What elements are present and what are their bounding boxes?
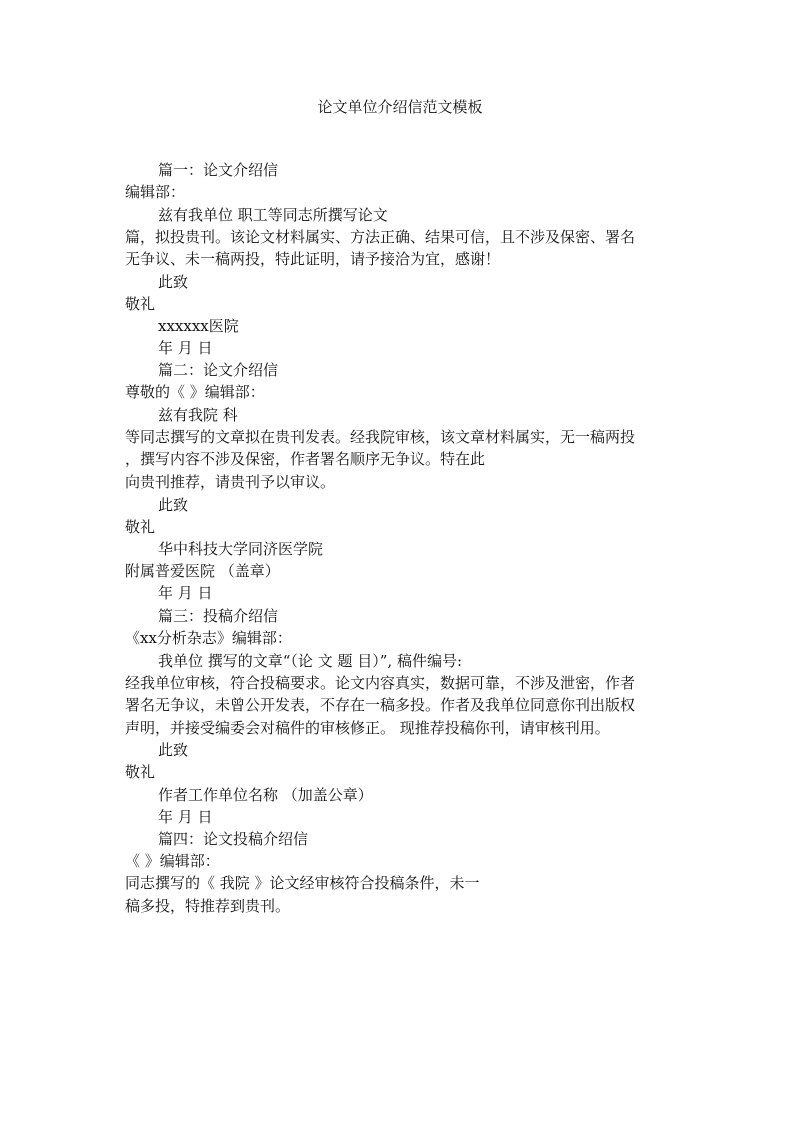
letter-2-sender: 附属普爱医院 （盖章） [125, 562, 280, 580]
letter-4-salutation: 《 》编辑部： [125, 852, 220, 870]
letter-2-body-line: 等同志撰写的文章拟在贵刊发表。经我院审核，该文章材料属实，无一稿两投 [125, 428, 636, 446]
letter-1-date: 年 月 日 [158, 339, 213, 357]
letter-4-body-line: 稿多投，特推荐到贵刊。 [125, 897, 291, 915]
letter-1-body-line: 无争议、未一稿两投，特此证明，请予接洽为宜，感谢！ [125, 250, 501, 268]
document-title: 论文单位介绍信范文模板 [317, 98, 483, 116]
section-4-heading: 篇四：论文投稿介绍信 [158, 830, 309, 848]
letter-3-body-line: 经我单位审核，符合投稿要求。论文内容真实，数据可靠，不涉及泄密，作者 [125, 674, 636, 692]
letter-2-closing: 敬礼 [125, 518, 156, 536]
letter-1-closing: 敬礼 [125, 295, 156, 313]
letter-3-date: 年 月 日 [158, 808, 213, 826]
letter-2-body-line: 兹有我院 科 [158, 406, 238, 424]
letter-2-salutation: 尊敬的《 》编辑部： [125, 383, 265, 401]
letter-4-body-line: 同志撰写的《 我院 》论文经审核符合投稿条件，未一 [125, 874, 480, 892]
letter-3-closing: 此致 [158, 741, 189, 759]
letter-3-closing: 敬礼 [125, 763, 156, 781]
section-3-heading: 篇三：投稿介绍信 [158, 607, 279, 625]
letter-1-closing: 此致 [158, 273, 189, 291]
letter-2-body-line: ，撰写内容不涉及保密，作者署名顺序无争议。特在此 [125, 450, 486, 468]
letter-2-sender: 华中科技大学同济医学院 [158, 540, 324, 558]
letter-2-body-line: 向贵刊推荐，请贵刊予以审议。 [125, 473, 336, 491]
letter-1-sender: xxxxxx医院 [158, 317, 239, 335]
section-2-heading: 篇二：论文介绍信 [158, 361, 279, 379]
letter-3-body-line: 声明，并接受编委会对稿件的审核修正。 现推荐投稿你刊，请审核刊用。 [125, 719, 610, 737]
letter-1-salutation: 编辑部： [125, 183, 186, 201]
letter-1-body-line: 兹有我单位 职工等同志所撰写论文 [158, 206, 388, 224]
letter-3-sender: 作者工作单位名称 （加盖公章） [158, 786, 373, 804]
letter-2-closing: 此致 [158, 496, 189, 514]
letter-3-body-line: 署名无争议，未曾公开发表，不存在一稿多投。作者及我单位同意你刊出版权 [125, 696, 636, 714]
letter-1-body-line: 篇，拟投贵刊。该论文材料属实、方法正确、结果可信，且不涉及保密、署名 [125, 228, 636, 246]
letter-3-salutation: 《xx分析杂志》编辑部： [125, 629, 292, 647]
section-1-heading: 篇一：论文介绍信 [158, 161, 279, 179]
letter-2-date: 年 月 日 [158, 584, 213, 602]
letter-3-body-line: 我单位 撰写的文章“（论 文 题 目）”, 稿件编号: [158, 652, 463, 670]
